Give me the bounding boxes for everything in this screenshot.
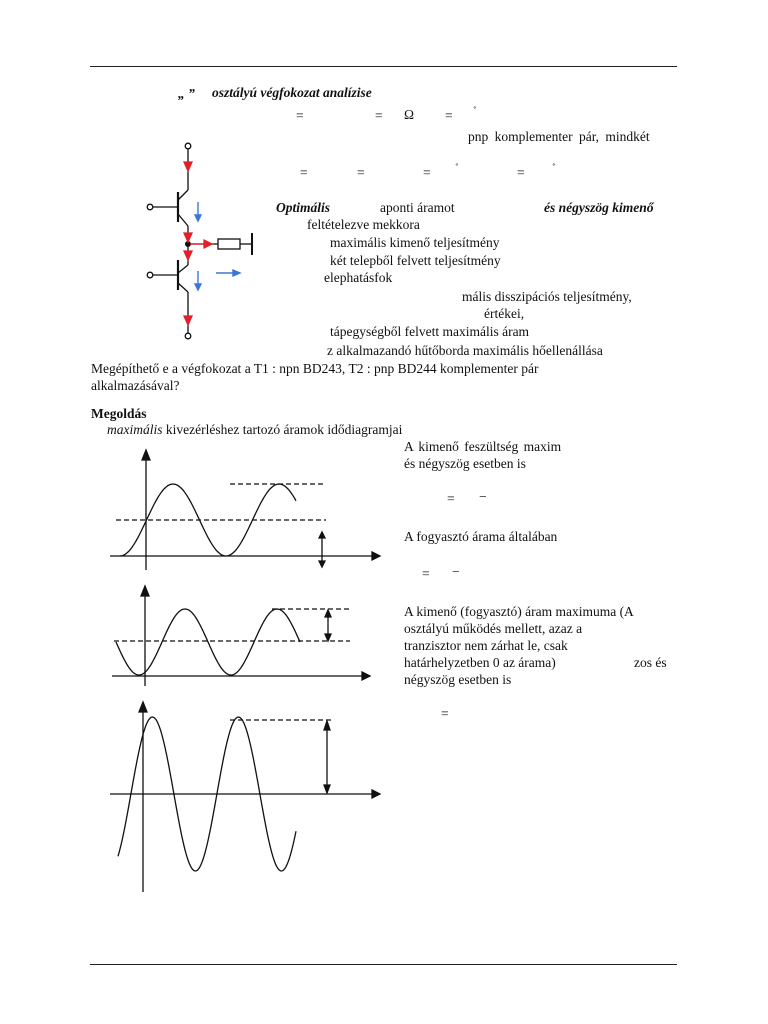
optimalis-label: Optimális — [276, 200, 331, 215]
paragraph-2-equals: = — [422, 566, 430, 581]
row2-equals-1: = — [300, 165, 308, 180]
task-item-3: elephatásfok — [324, 270, 393, 285]
push-pull-circuit-diagram — [140, 140, 270, 340]
blue-current-arrow-output — [233, 270, 240, 276]
paragraph-2-line-1: A fogyasztó árama általában — [404, 529, 558, 544]
waveform-diagram-2 — [112, 584, 382, 692]
wave2-vertical-arrowhead — [141, 586, 149, 596]
title-quote-marks: „ ” — [178, 86, 195, 101]
paragraph-3-line-2: osztályú működés mellett, azaz a — [404, 621, 583, 636]
feltetelezve-text: feltételezve mekkora — [307, 217, 420, 232]
question-line-1: Megépíthető e a végfokozat a T1 : npn BD243, T2 : pnp BD244 komplementer pár — [91, 361, 539, 376]
paragraph-1-minus: − — [479, 489, 487, 504]
blue-current-arrow-t2 — [195, 284, 201, 290]
red-current-arrow-load — [204, 240, 212, 248]
bottom-rule — [90, 964, 677, 965]
paragraph-3-line-5: négyszög esetben is — [404, 672, 512, 687]
question-line-2: alkalmazásával? — [91, 378, 180, 393]
wave1-vertical-arrowhead — [142, 450, 150, 460]
paragraph-2-minus: − — [452, 564, 460, 579]
wave2-time-arrowhead — [362, 672, 370, 680]
wave1-time-arrowhead — [372, 552, 380, 560]
row2-equals-3: = — [423, 165, 431, 180]
paragraph-1-line-1: A kimenő feszültség maxim — [404, 439, 562, 454]
red-current-arrow-t2 — [184, 251, 192, 260]
row1-equals-3: = — [445, 108, 453, 123]
task-item-2: két telepből felvett teljesítmény — [330, 253, 501, 268]
task-item-6: tápegységből felvett maximális áram — [330, 324, 530, 339]
task-item-5: értékei, — [484, 306, 525, 321]
red-current-arrow-t1-emitter — [184, 233, 192, 242]
wave3-vertical-arrowhead — [139, 702, 147, 712]
task-item-1: maximális kimenő teljesítmény — [330, 235, 500, 250]
load-resistor — [218, 239, 240, 249]
wave2-sine — [116, 609, 300, 675]
waveform-diagram-3 — [110, 700, 380, 900]
paragraph-3-line-4b: zos és — [634, 655, 667, 670]
row2-degree-1: ˚ — [455, 162, 459, 174]
negyszog-kimeno-text: és négyszög kimenő — [544, 200, 654, 215]
wave3-time-arrowhead — [372, 790, 380, 798]
paragraph-3-equals: = — [441, 706, 449, 721]
row2-degree-2: ˚ — [552, 162, 556, 174]
t2-pnp-transistor — [178, 260, 188, 292]
paragraph-3-line-1: A kimenő (fogyasztó) áram maximuma (A — [404, 604, 634, 619]
t1-base-terminal — [147, 204, 153, 210]
task-item-7: z alkalmazandó hűtőborda maximális hőellenállása — [327, 343, 603, 358]
paragraph-3-line-3: tranzisztor nem zárhat le, csak — [404, 638, 568, 653]
t2-base-terminal — [147, 272, 153, 278]
diagram-caption-italic: maximális — [107, 422, 163, 437]
red-current-arrow-top — [184, 162, 192, 171]
solution-heading: Megoldás — [91, 406, 147, 421]
paragraph-1-equals: = — [447, 491, 455, 506]
top-supply-terminal — [185, 143, 191, 149]
diagram-caption — [107, 422, 402, 438]
row2-equals-2: = — [357, 165, 365, 180]
page-title: osztályú végfokozat analízise — [212, 85, 372, 100]
waveform-diagram-1 — [110, 448, 380, 578]
row1-equals-2: = — [375, 108, 383, 123]
red-current-arrow-bottom — [184, 316, 192, 325]
diagram-caption-rest: kivezérléshez tartozó áramok idődiagramjai — [162, 422, 403, 437]
row2-equals-4: = — [517, 165, 525, 180]
bottom-supply-terminal — [185, 333, 191, 339]
row1-equals-1: = — [296, 108, 304, 123]
top-rule — [90, 66, 677, 67]
paragraph-1-line-2: és négyszög esetben is — [404, 456, 526, 471]
t1-npn-transistor — [178, 190, 188, 226]
paragraph-3-line-4a: határhelyzetben 0 az árama) — [404, 655, 556, 670]
pnp-text: pnp komplementer pár, mindkét — [468, 129, 650, 144]
aponti-text: aponti áramot — [380, 200, 455, 215]
row1-degree: ˚ — [473, 105, 477, 117]
row1-omega: Ω — [404, 107, 415, 122]
task-item-4: mális disszipációs teljesítmény, — [462, 289, 632, 304]
blue-current-arrow-t1 — [195, 215, 201, 221]
